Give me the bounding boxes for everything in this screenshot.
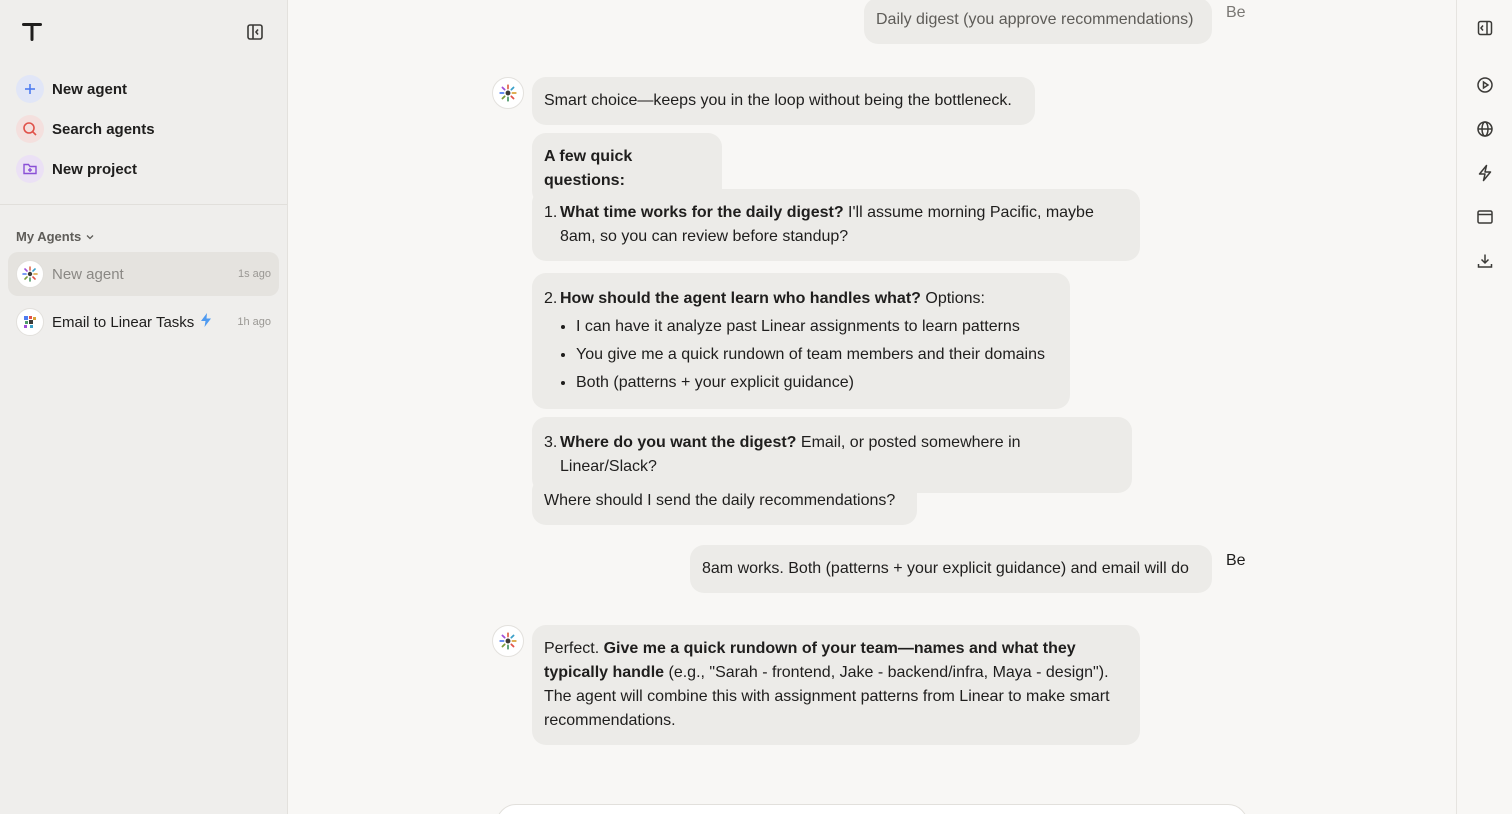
chevron-down-icon xyxy=(85,232,95,242)
user-message xyxy=(690,545,1212,593)
question-text: Options: xyxy=(920,290,985,307)
message-text: Smart choice—keeps you in the loop without being the bottleneck. xyxy=(544,92,1012,109)
question-number: 3. xyxy=(544,434,558,451)
option-item: • I can have it analyze past Linear assignments to learn patterns xyxy=(576,315,1058,339)
agent-name: New agent xyxy=(52,265,124,283)
my-agents-label: My Agents xyxy=(16,229,82,244)
question-number: 2. xyxy=(544,290,558,307)
assistant-avatar-icon xyxy=(492,77,524,109)
folder-plus-icon xyxy=(16,155,44,183)
globe-icon[interactable] xyxy=(1475,119,1495,139)
agent-name: Email to Linear Tasks xyxy=(52,313,195,331)
search-agents-label: Search agents xyxy=(52,120,155,138)
download-icon[interactable] xyxy=(1475,251,1495,271)
question-bold: Where do you want the digest? xyxy=(560,434,797,451)
option-item: • Both (patterns + your explicit guidance) xyxy=(576,371,1058,395)
bolt-icon xyxy=(200,313,212,332)
agent-item-new-agent[interactable] xyxy=(8,252,279,296)
message-text: Where should I send the daily recommendations? xyxy=(544,492,896,509)
play-icon[interactable] xyxy=(1475,75,1495,95)
question-1 xyxy=(532,189,1140,261)
plus-icon xyxy=(16,75,44,103)
agent-time: 1h ago xyxy=(237,316,271,328)
bolt-icon[interactable] xyxy=(1475,163,1495,183)
sidebar xyxy=(0,0,288,814)
question-2 xyxy=(532,273,1070,409)
sidebar-divider xyxy=(0,204,287,205)
user-avatar: Be xyxy=(1226,4,1246,21)
options-list xyxy=(544,315,1058,395)
panel-toggle-icon[interactable] xyxy=(1475,18,1495,38)
new-agent-button[interactable] xyxy=(16,75,127,103)
search-icon xyxy=(16,115,44,143)
option-item: • You give me a quick rundown of team members and their domains xyxy=(576,343,1058,367)
my-agents-toggle[interactable] xyxy=(16,229,95,244)
assistant-message xyxy=(532,625,1140,745)
assistant-message xyxy=(532,477,917,525)
message-text-pre: Perfect. xyxy=(544,640,604,657)
search-agents-button[interactable] xyxy=(16,115,155,143)
message-text: A few quick questions: xyxy=(544,148,633,189)
user-avatar: Be xyxy=(1226,552,1246,569)
agent-avatar-icon xyxy=(16,308,44,336)
agent-item-email-to-linear[interactable] xyxy=(8,300,279,344)
question-number: 1. xyxy=(544,204,558,221)
right-rail xyxy=(1456,0,1512,814)
user-message xyxy=(864,0,1212,44)
new-project-label: New project xyxy=(52,160,138,178)
sidebar-collapse-icon[interactable] xyxy=(244,21,266,43)
message-text-bold: Give me a quick rundown of your team—names and what they typically handle xyxy=(544,640,1076,681)
new-project-button[interactable] xyxy=(16,155,137,183)
window-icon[interactable] xyxy=(1475,207,1495,227)
app-logo-icon[interactable] xyxy=(20,20,44,44)
message-text-rest: (e.g., "Sarah - frontend, Jake - backend/infra, Maya - design"). The agent will combine this with assignment patterns from Linear to make smart recommendations. xyxy=(544,664,1110,729)
message-text: Daily digest (you approve recommendations) xyxy=(876,11,1194,28)
question-text: I'll assume morning Pacific, maybe 8am, so you can review before standup? xyxy=(560,204,1094,245)
question-bold: What time works for the daily digest? xyxy=(560,204,844,221)
assistant-message xyxy=(532,77,1035,125)
message-composer[interactable] xyxy=(496,804,1248,814)
message-text: 8am works. Both (patterns + your explicit guidance) and email will do xyxy=(702,560,1189,577)
agent-avatar-icon xyxy=(16,260,44,288)
question-text: Email, or posted somewhere in Linear/Slack? xyxy=(560,434,1021,475)
new-agent-label: New agent xyxy=(52,80,128,98)
question-bold: How should the agent learn who handles what? xyxy=(560,290,921,307)
assistant-avatar-icon xyxy=(492,625,524,657)
agent-time: 1s ago xyxy=(237,268,271,280)
